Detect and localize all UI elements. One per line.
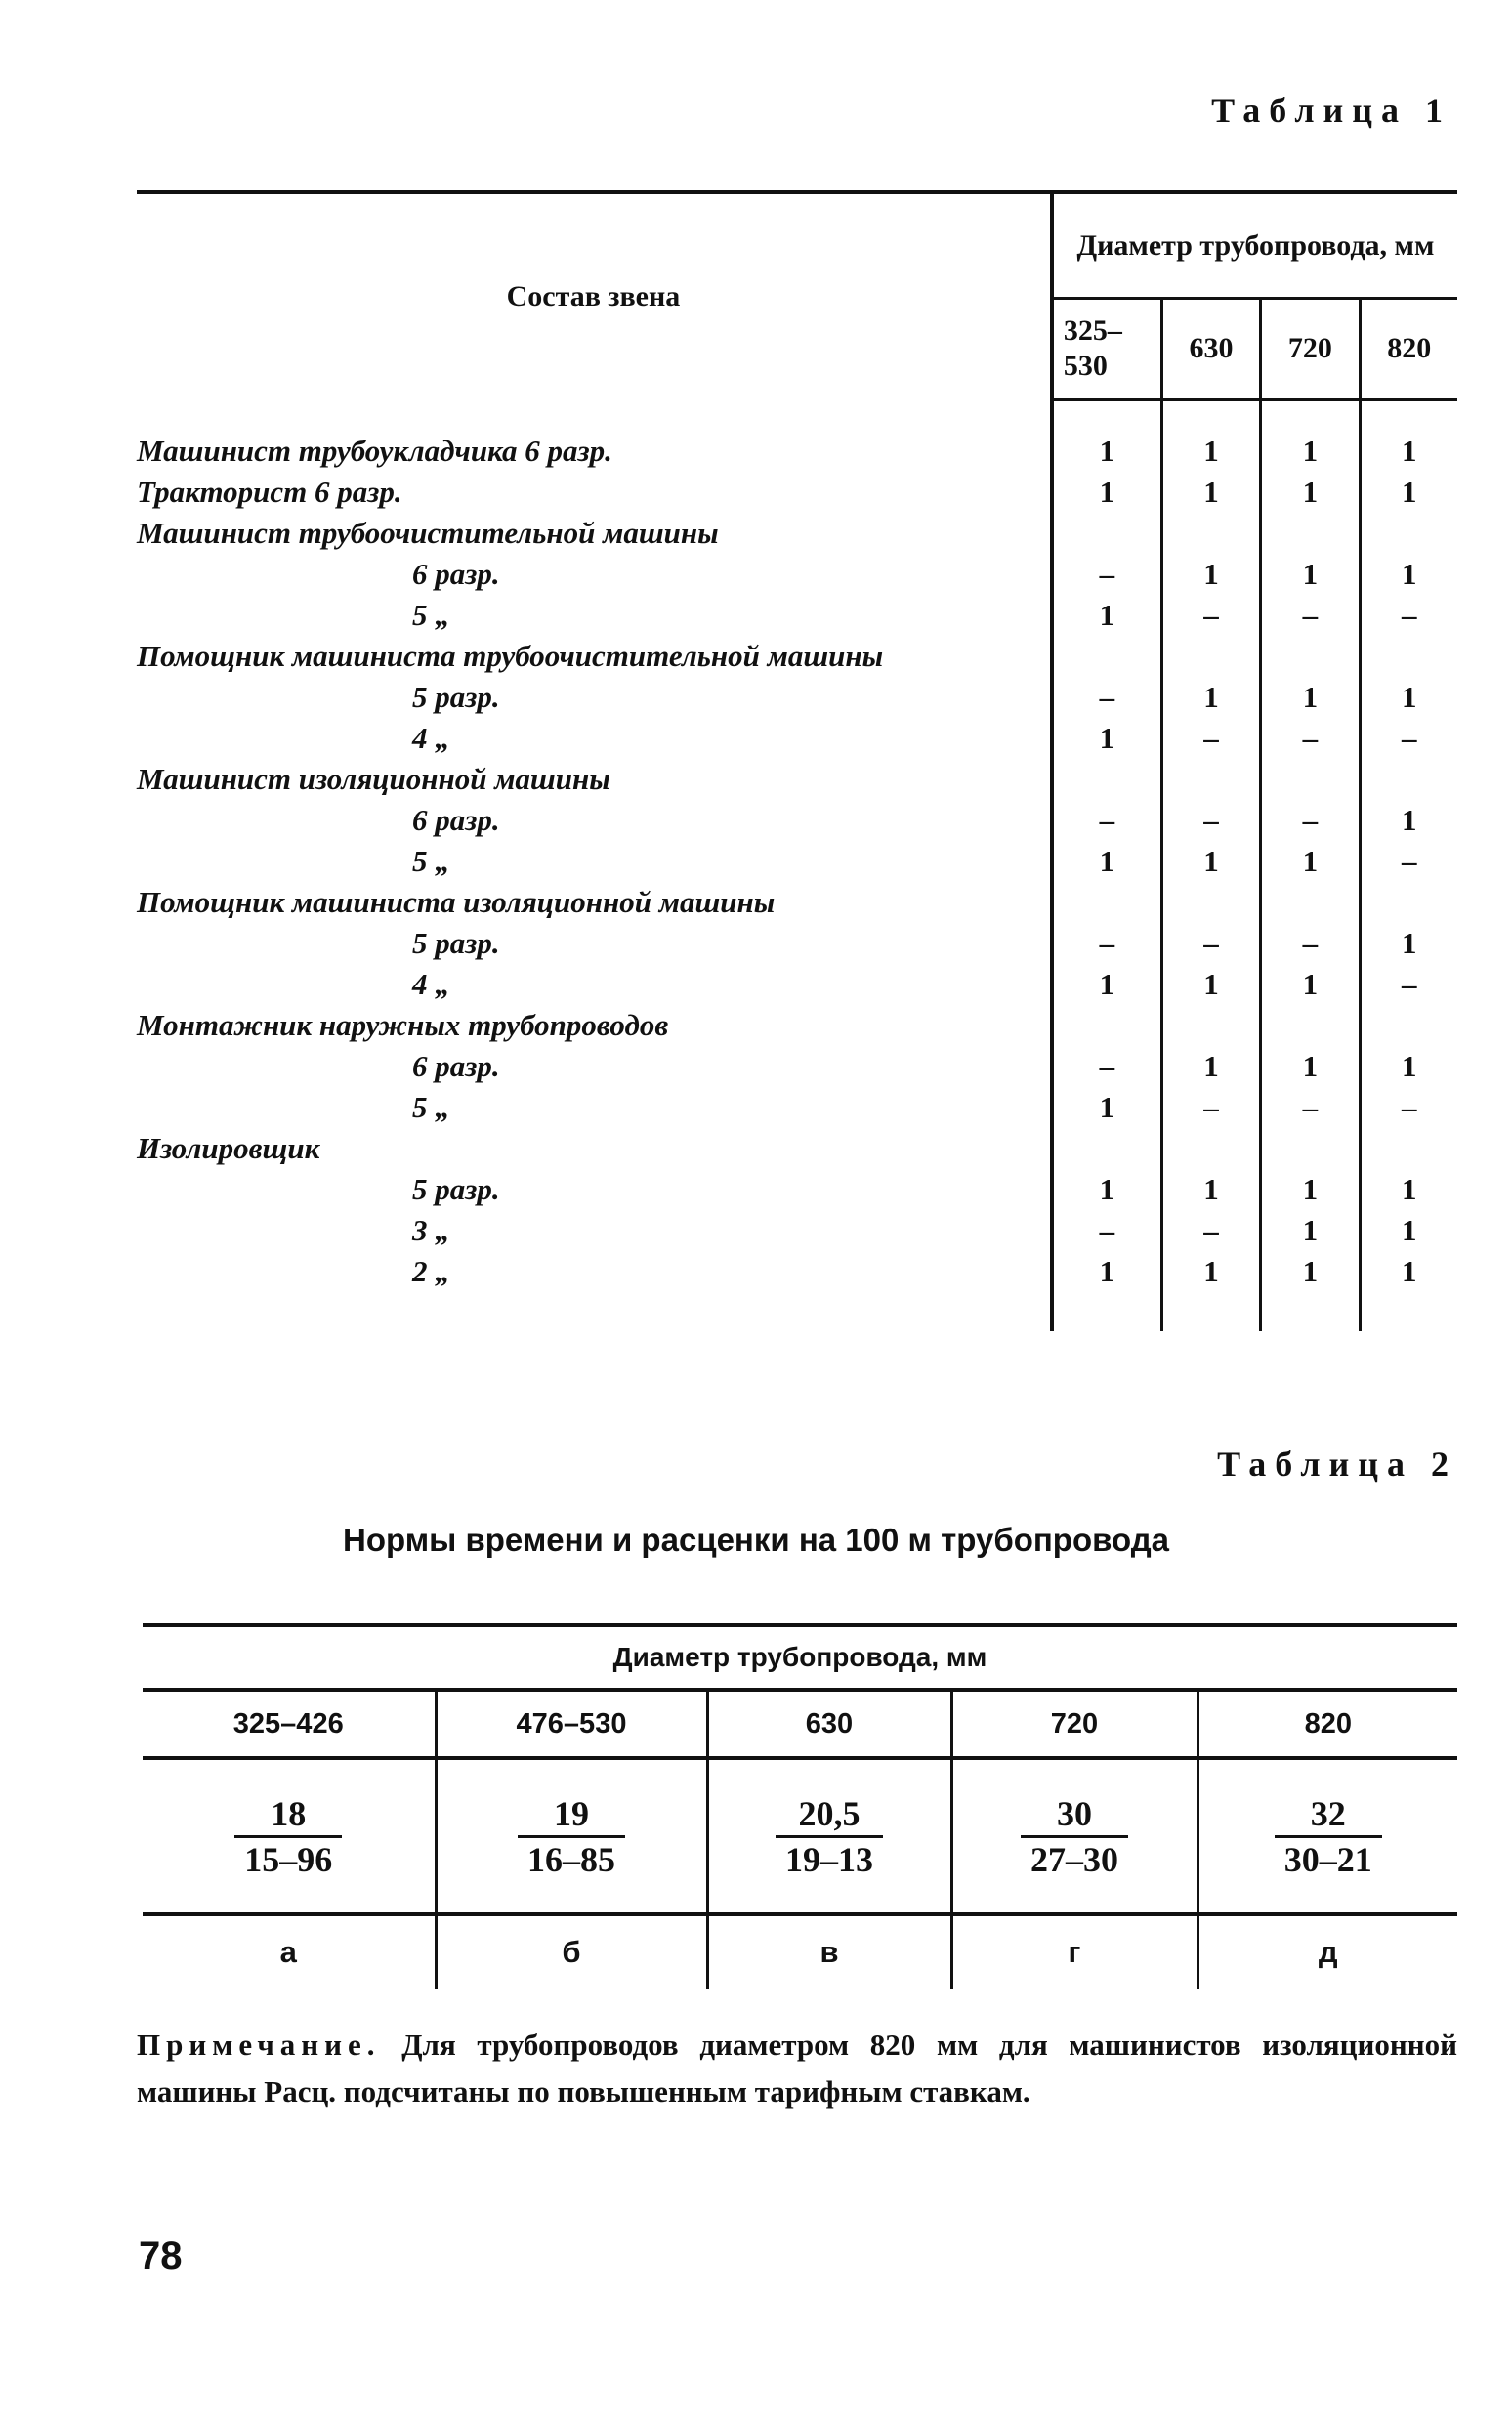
crew-count-cell: – — [1161, 595, 1260, 636]
time-norm-value: 20,5 — [798, 1793, 861, 1833]
diameter-header: Диаметр трубопровода, мм — [143, 1625, 1457, 1690]
crew-count-cell: 1 — [1360, 1251, 1457, 1292]
crew-count-cell: 1 — [1360, 1210, 1457, 1251]
norm-price-cell — [951, 1758, 1197, 1914]
crew-count-cell — [1360, 759, 1457, 800]
norm-price-fraction — [518, 1792, 625, 1881]
norm-price-cell — [707, 1758, 951, 1914]
crew-count-cell: 1 — [1099, 721, 1115, 755]
crew-count-cell: 1 — [1161, 554, 1260, 595]
diameter-column-header: 820 — [1197, 1690, 1457, 1758]
table-row — [137, 964, 1457, 1005]
crew-count-cell: 1 — [1099, 598, 1115, 632]
table2-title: Нормы времени и расценки на 100 м трубопровода — [342, 1522, 1169, 1558]
crew-count-cell: 1 — [1261, 554, 1360, 595]
column-header: 720 — [1261, 299, 1360, 400]
crew-count-cell: 1 — [1161, 841, 1260, 882]
crew-count-cell: – — [1360, 1087, 1457, 1128]
crew-member-label: 5 разр. — [137, 923, 1052, 964]
crew-count-cell — [1360, 1128, 1457, 1169]
page-number: 78 — [139, 2235, 183, 2278]
crew-count-cell — [1161, 1005, 1260, 1046]
table-row — [137, 677, 1457, 718]
crew-member-label: 6 разр. — [137, 554, 1052, 595]
table-note — [137, 2022, 1457, 2116]
norm-price-cell — [1197, 1758, 1457, 1914]
crew-count-cell: – — [1261, 718, 1360, 759]
table-row — [137, 1210, 1457, 1251]
crew-count-cell — [1052, 513, 1161, 554]
crew-count-cell: – — [1261, 1087, 1360, 1128]
crew-count-cell: – — [1261, 595, 1360, 636]
time-norm-value: 19 — [554, 1793, 589, 1833]
crew-count-cell: 1 — [1261, 1251, 1360, 1292]
crew-count-cell — [1360, 882, 1457, 923]
crew-count-cell: 1 — [1161, 677, 1260, 718]
table-row — [137, 718, 1457, 759]
column-header: 820 — [1360, 299, 1457, 400]
crew-member-label: 6 разр. — [137, 800, 1052, 841]
crew-count-cell: – — [1099, 1213, 1115, 1247]
crew-count-cell — [1052, 636, 1161, 677]
diameter-column-header: 720 — [951, 1690, 1197, 1758]
crew-count-cell — [1161, 882, 1260, 923]
crew-member-label: 4 „ — [137, 718, 1052, 759]
norm-price-cell — [436, 1758, 707, 1914]
crew-member-label: Машинист трубоукладчика 6 разр. — [137, 431, 1052, 472]
table-row — [137, 841, 1457, 882]
crew-member-label: 5 разр. — [137, 1169, 1052, 1210]
column-letter: б — [436, 1914, 707, 1989]
table-row — [137, 759, 1457, 800]
table-row — [137, 923, 1457, 964]
crew-member-label: 5 „ — [137, 595, 1052, 636]
crew-member-label: 4 „ — [137, 964, 1052, 1005]
crew-count-cell: – — [1161, 800, 1260, 841]
crew-count-cell: – — [1161, 1087, 1260, 1128]
table-row — [137, 472, 1457, 513]
table-row — [137, 1169, 1457, 1210]
time-norm-value: 32 — [1310, 1793, 1346, 1833]
crew-count-cell — [1052, 1005, 1161, 1046]
crew-count-cell: 1 — [1261, 1169, 1360, 1210]
crew-count-cell: 1 — [1261, 472, 1360, 513]
norm-price-fraction — [234, 1792, 342, 1881]
diameter-column-header: 476–530 — [436, 1690, 707, 1758]
crew-count-cell: 1 — [1360, 554, 1457, 595]
table-row — [137, 554, 1457, 595]
crew-count-cell: 1 — [1360, 677, 1457, 718]
crew-member-label: Помощник машиниста изоляционной машины — [137, 882, 1052, 923]
crew-count-cell: 1 — [1261, 1046, 1360, 1087]
table-row — [137, 636, 1457, 677]
crew-count-cell — [1161, 1128, 1260, 1169]
crew-member-label: Машинист изоляционной машины — [137, 759, 1052, 800]
crew-member-label: Помощник машиниста трубоочистительной машины — [137, 636, 1052, 677]
diameter-header: Диаметр трубопровода, мм — [1052, 192, 1457, 299]
table-row — [137, 1128, 1457, 1169]
crew-count-cell: 1 — [1261, 841, 1360, 882]
column-letter: а — [279, 1935, 297, 1969]
crew-count-cell: 1 — [1161, 1169, 1260, 1210]
crew-count-cell — [1261, 882, 1360, 923]
crew-count-cell: 1 — [1099, 844, 1115, 878]
crew-member-label: 6 разр. — [137, 1046, 1052, 1087]
note-text: Для трубопроводов диаметром 820 мм для машинистов изоляционной машины Расц. подсчитаны по повышенным тарифным ставкам. — [137, 2028, 1457, 2109]
crew-member-label: 5 „ — [137, 1087, 1052, 1128]
column-letter: г — [951, 1914, 1197, 1989]
time-norm-value: 18 — [271, 1793, 307, 1833]
crew-count-cell — [1052, 882, 1161, 923]
crew-count-cell: – — [1360, 595, 1457, 636]
crew-count-cell: – — [1161, 1210, 1260, 1251]
table-row — [137, 595, 1457, 636]
table-row — [137, 513, 1457, 554]
crew-count-cell: – — [1261, 923, 1360, 964]
crew-composition-table — [137, 190, 1457, 1331]
crew-count-cell: 1 — [1099, 967, 1115, 1001]
table-row — [137, 1005, 1457, 1046]
note-label: Примечание. — [137, 2028, 381, 2062]
norm-price-fraction — [776, 1792, 883, 1881]
column-letter: в — [707, 1914, 951, 1989]
crew-count-cell: – — [1261, 800, 1360, 841]
crew-count-cell — [1360, 513, 1457, 554]
crew-count-cell — [1161, 513, 1260, 554]
crew-count-cell: 1 — [1360, 1169, 1457, 1210]
crew-header: Состав звена — [137, 192, 1052, 399]
norm-price-fraction — [1275, 1792, 1382, 1881]
table-row — [137, 1251, 1457, 1292]
table-row — [137, 1046, 1457, 1087]
table-row — [137, 431, 1457, 472]
crew-count-cell: 1 — [1099, 1172, 1115, 1206]
crew-count-cell: 1 — [1161, 964, 1260, 1005]
crew-member-label: 5 „ — [137, 841, 1052, 882]
price-value: 19–13 — [776, 1835, 883, 1881]
norm-price-fraction — [1021, 1792, 1128, 1881]
crew-count-cell: 1 — [1360, 431, 1457, 472]
crew-count-cell: – — [1099, 557, 1115, 591]
crew-count-cell: – — [1161, 718, 1260, 759]
crew-member-label: 2 „ — [137, 1251, 1052, 1292]
crew-table-body — [137, 399, 1457, 1331]
norm-price-cell — [143, 1758, 436, 1914]
crew-count-cell: – — [1161, 923, 1260, 964]
crew-count-cell: – — [1099, 680, 1115, 714]
table1-caption: Таблица 1 — [1211, 91, 1451, 130]
crew-member-label: Тракторист 6 разр. — [137, 472, 1052, 513]
table-row — [137, 800, 1457, 841]
crew-count-cell: 1 — [1161, 472, 1260, 513]
crew-count-cell: – — [1360, 718, 1457, 759]
diameter-column-header: 630 — [707, 1690, 951, 1758]
crew-member-label: Машинист трубоочистительной машины — [137, 513, 1052, 554]
crew-count-cell: 1 — [1360, 472, 1457, 513]
crew-count-cell — [1052, 759, 1161, 800]
diameter-column-header: 325–426 — [143, 1690, 436, 1758]
column-letter: д — [1197, 1914, 1457, 1989]
price-value: 30–21 — [1275, 1835, 1382, 1881]
crew-count-cell: – — [1360, 964, 1457, 1005]
crew-count-cell: 1 — [1161, 1046, 1260, 1087]
crew-count-cell: – — [1099, 803, 1115, 837]
crew-count-cell: 1 — [1360, 1046, 1457, 1087]
crew-member-label: 5 разр. — [137, 677, 1052, 718]
crew-count-cell: 1 — [1360, 800, 1457, 841]
crew-count-cell: 1 — [1261, 964, 1360, 1005]
crew-count-cell: 1 — [1261, 431, 1360, 472]
crew-count-cell — [1161, 759, 1260, 800]
price-value: 16–85 — [518, 1835, 625, 1881]
crew-count-cell: – — [1360, 841, 1457, 882]
crew-count-cell: 1 — [1360, 923, 1457, 964]
crew-member-label: Монтажник наружных трубопроводов — [137, 1005, 1052, 1046]
price-value: 15–96 — [234, 1835, 342, 1881]
crew-count-cell — [1360, 1005, 1457, 1046]
column-header: 630 — [1161, 299, 1260, 400]
column-header: 325–530 — [1052, 299, 1161, 400]
time-norms-table — [143, 1623, 1457, 1989]
crew-count-cell: 1 — [1161, 431, 1260, 472]
crew-count-cell: – — [1099, 1049, 1115, 1083]
table-row — [137, 882, 1457, 923]
crew-count-cell — [1261, 513, 1360, 554]
crew-count-cell: 1 — [1261, 1210, 1360, 1251]
price-value: 27–30 — [1021, 1835, 1128, 1881]
table-row — [137, 1087, 1457, 1128]
crew-count-cell — [1360, 636, 1457, 677]
crew-count-cell — [1261, 1128, 1360, 1169]
crew-count-cell: 1 — [1099, 1254, 1115, 1288]
crew-count-cell — [1261, 1005, 1360, 1046]
crew-count-cell: 1 — [1099, 475, 1115, 509]
crew-count-cell: 1 — [1261, 677, 1360, 718]
crew-count-cell: 1 — [1099, 434, 1115, 468]
crew-count-cell: 1 — [1161, 1251, 1260, 1292]
crew-member-label: Изолировщик — [137, 1128, 1052, 1169]
crew-count-cell — [1261, 636, 1360, 677]
crew-count-cell — [1161, 636, 1260, 677]
crew-count-cell — [1261, 759, 1360, 800]
crew-count-cell: 1 — [1099, 1090, 1115, 1124]
table2-caption: Таблица 2 — [1217, 1445, 1457, 1484]
crew-count-cell — [1052, 1128, 1161, 1169]
crew-member-label: 3 „ — [137, 1210, 1052, 1251]
time-norm-value: 30 — [1057, 1793, 1092, 1833]
crew-count-cell: – — [1099, 926, 1115, 960]
